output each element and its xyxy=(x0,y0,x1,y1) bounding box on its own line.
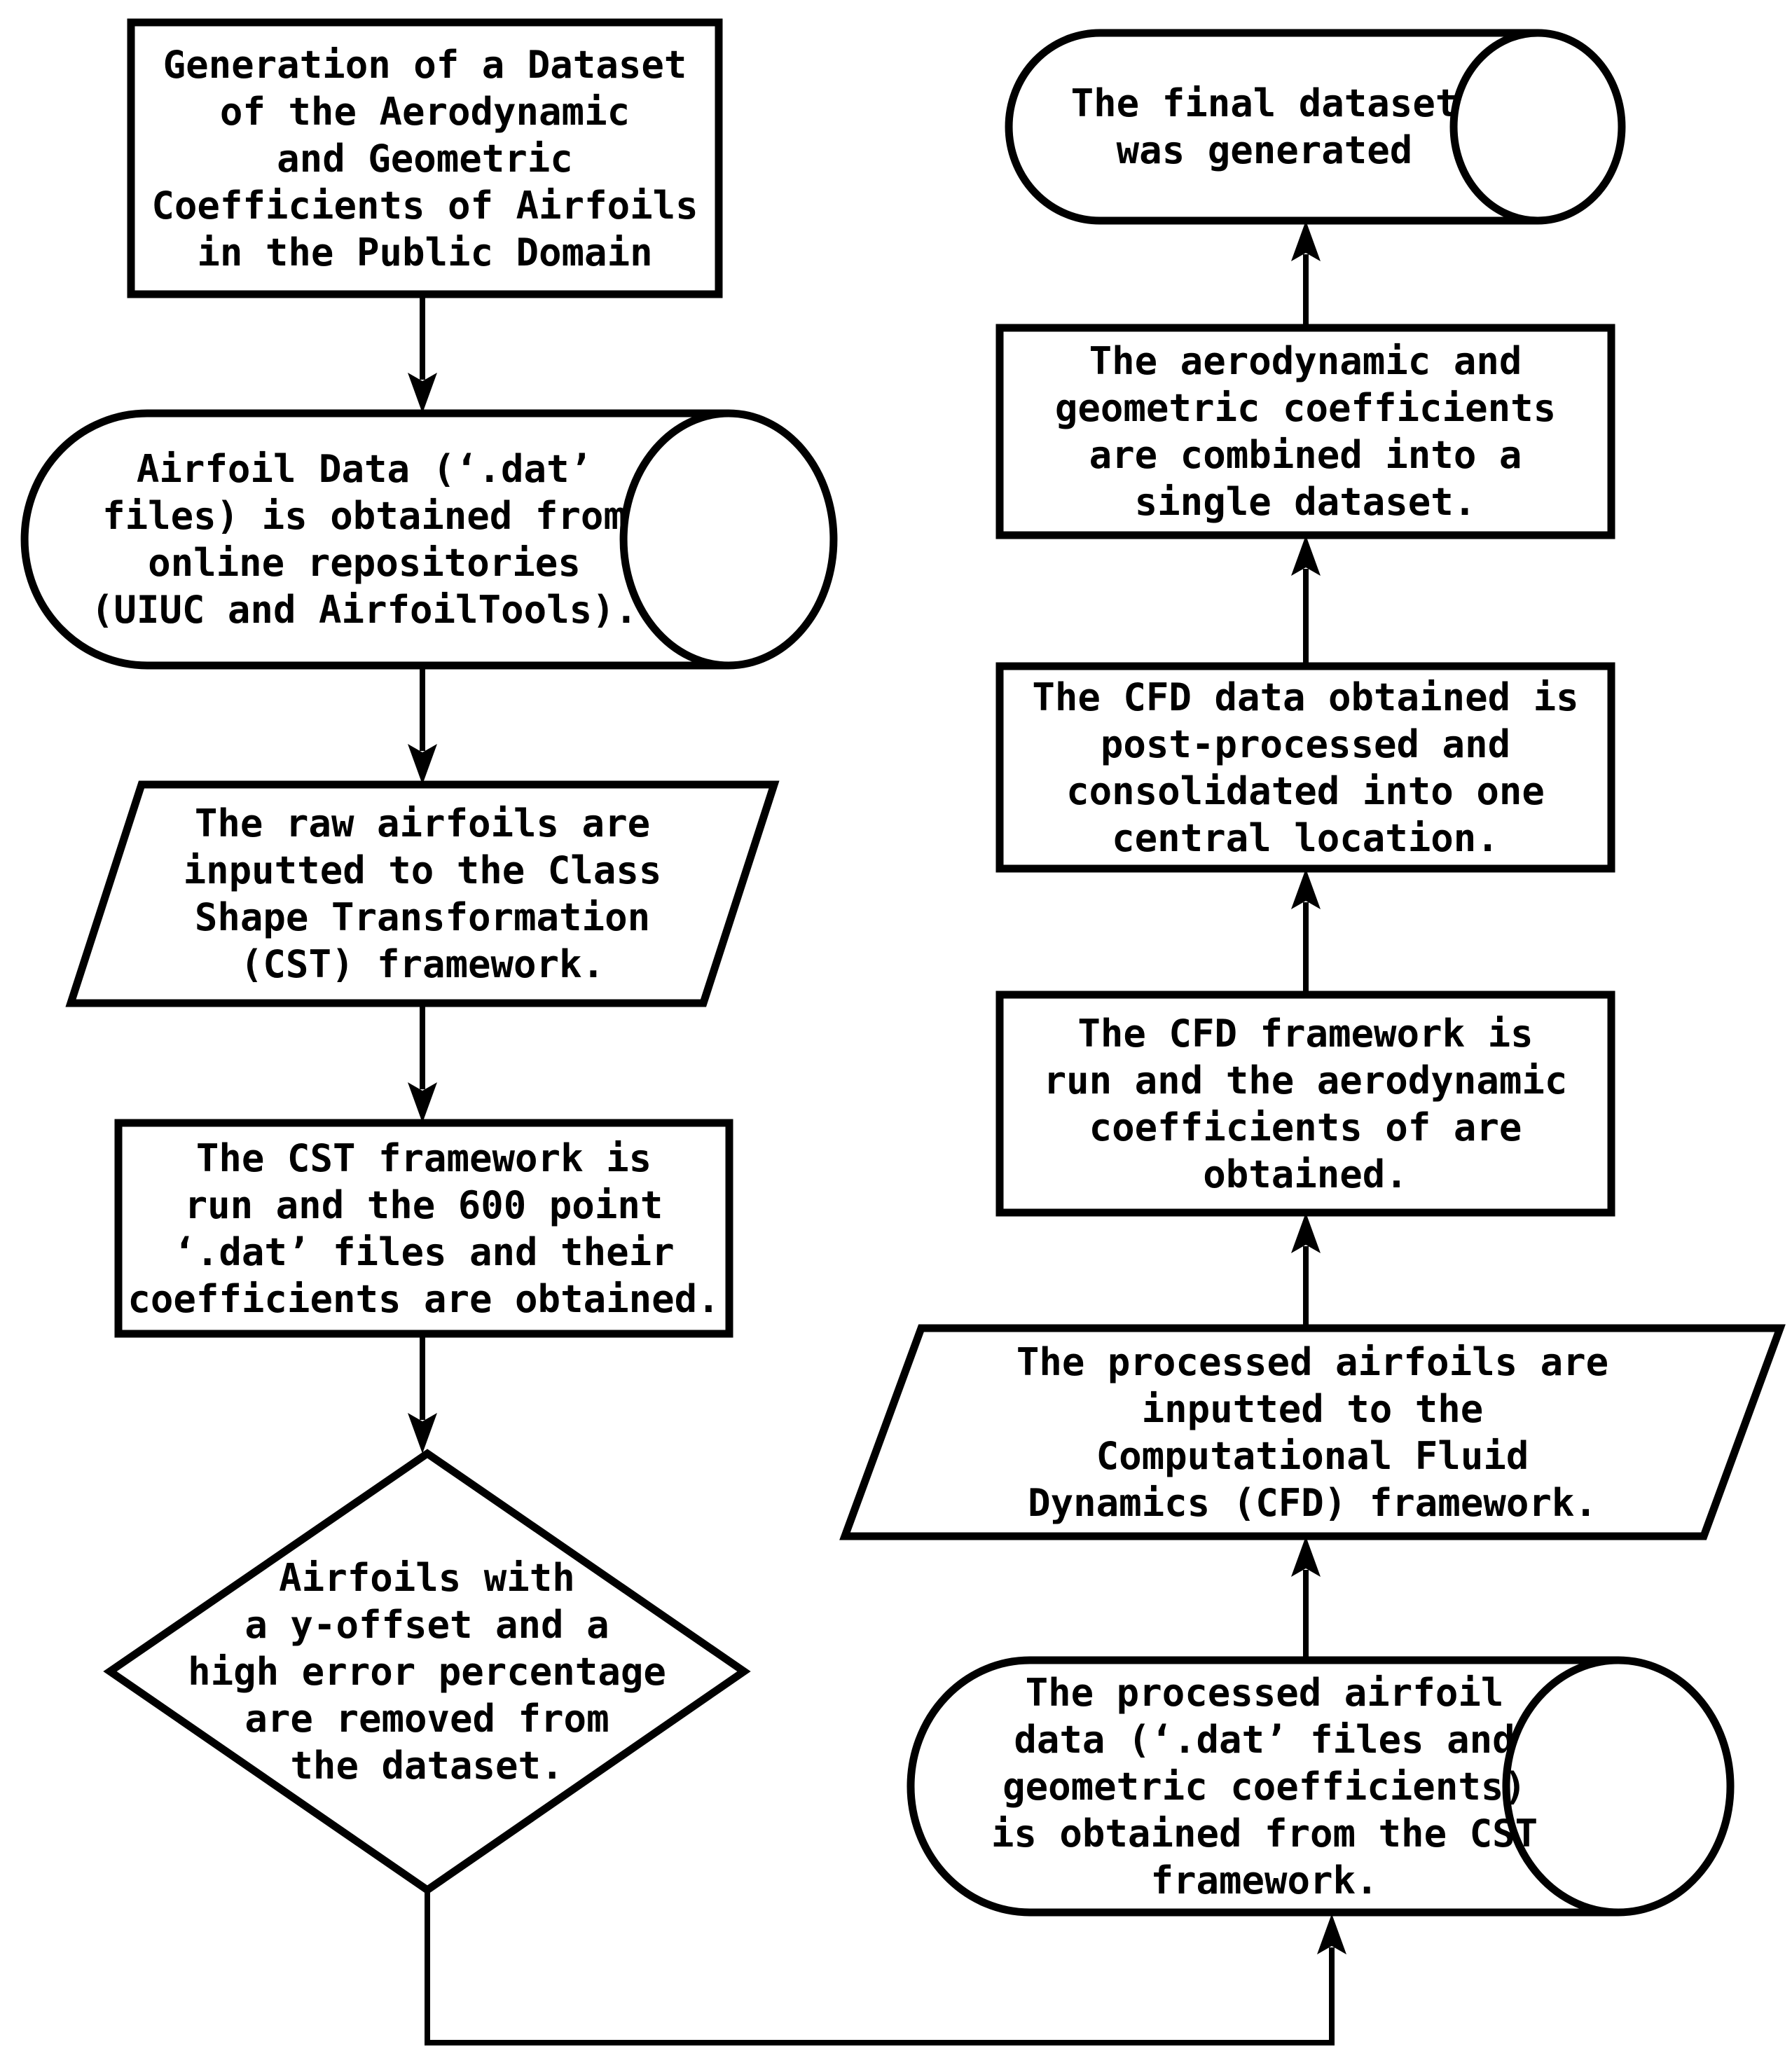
node-cfd-input-label: The processed airfoils are inputted to the Computational Fluid Dynamics (CFD) framework. xyxy=(1016,1339,1609,1525)
shape-cst-run-rectangle xyxy=(118,1123,729,1334)
shape-airfoil-data-cylinder xyxy=(25,413,834,665)
node-combine-label: The aerodynamic and geometric coefficients are combined into a single dataset. xyxy=(1054,339,1557,524)
shape-title-rectangle xyxy=(131,22,719,294)
shape-cst-input-parallelogram xyxy=(71,785,774,1003)
node-cst-input-label: The raw airfoils are inputted to the Class Shape Transformation (CST) framework. xyxy=(183,801,662,986)
shape-filter-diamond xyxy=(110,1454,744,1890)
node-airfoil-data-label: Airfoil Data (‘.dat’ files) is obtained from online repositories (UIUC and AirfoilTools). xyxy=(90,447,638,632)
shape-final-cylinder xyxy=(1009,33,1622,221)
shape-processed-data-cylinder xyxy=(911,1660,1730,1912)
shape-post-process-rectangle xyxy=(1000,666,1611,869)
node-filter-label: Airfoils with a y-offset and a high error percentage are removed from the dataset. xyxy=(188,1556,666,1788)
node-cst-run-label: The CST framework is run and the 600 point ‘.dat’ files and their coefficients are obtained. xyxy=(127,1136,720,1321)
node-cfd-run-label: The CFD framework is run and the aerodynamic coefficients of are obtained. xyxy=(1043,1011,1568,1196)
shape-cfd-run-rectangle xyxy=(1000,995,1611,1213)
node-processed-data-label: The processed airfoil data (‘.dat’ files and geometric coefficients) is obtained from the CST framework. xyxy=(991,1670,1538,1903)
node-final-label: The final dataset was generated xyxy=(1070,81,1459,172)
shape-cfd-input-parallelogram xyxy=(845,1328,1780,1536)
node-title-label: Generation of a Dataset of the Aerodynamic and Geometric Coefficients of Airfoils in the Public Domain xyxy=(151,42,698,275)
shape-combine-rectangle xyxy=(1000,328,1611,535)
node-post-process-label: The CFD data obtained is post-processed and consolidated into one central location. xyxy=(1032,675,1579,860)
